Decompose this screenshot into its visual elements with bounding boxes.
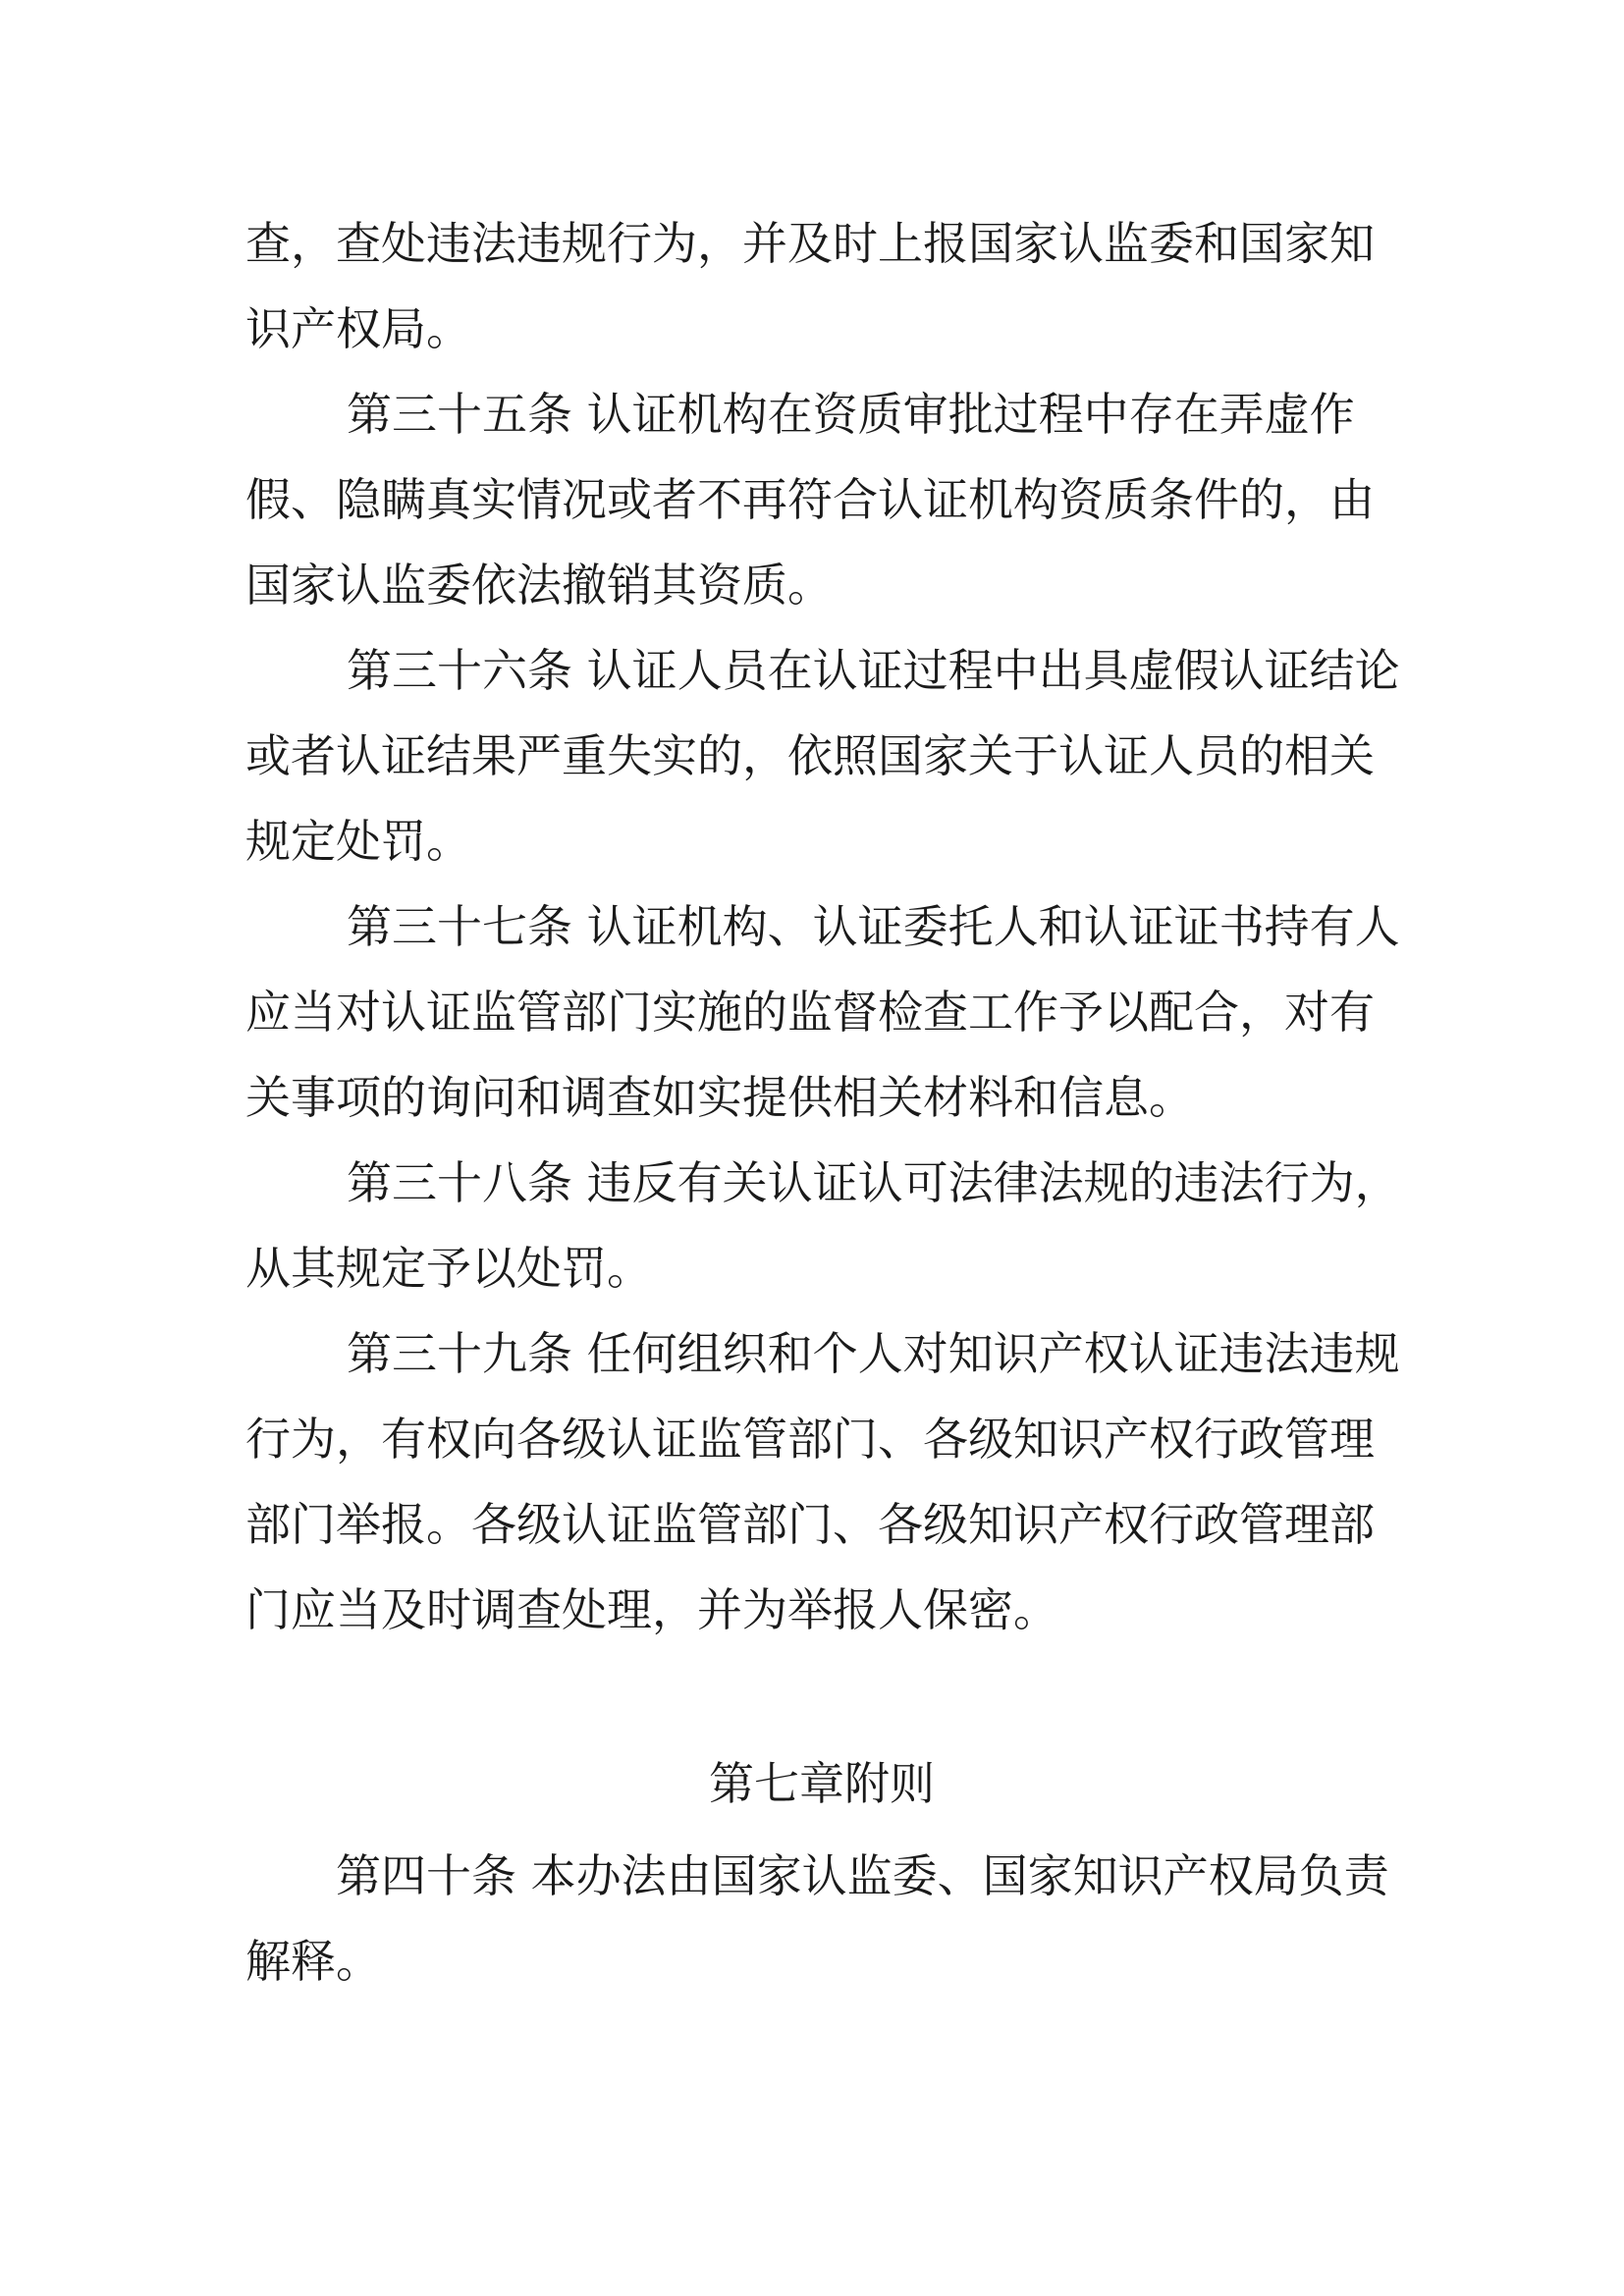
text-line: 关事项的询问和调查如实提供相关材料和信息。: [245, 1071, 1194, 1124]
text-line: 或者认证结果严重失实的，依照国家关于认证人员的相关: [245, 729, 1375, 782]
chapter-title: 第七章附则: [709, 1757, 935, 1810]
text-line: 门应当及时调查处理，并为举报人保密。: [245, 1583, 1058, 1636]
text-line: 规定处罚。: [245, 815, 471, 868]
text-line: 解释。: [245, 1935, 381, 1988]
article-37-start: 第三十七条 认证机构、认证委托人和认证证书持有人: [347, 900, 1400, 953]
text-line: 应当对认证监管部门实施的监督检查工作予以配合，对有: [245, 986, 1375, 1039]
article-36-start: 第三十六条 认证人员在认证过程中出具虚假认证结论: [347, 644, 1400, 697]
text-line: 从其规定予以处罚。: [245, 1242, 652, 1295]
text-line: 行为，有权向各级认证监管部门、各级知识产权行政管理: [245, 1413, 1375, 1466]
article-35-start: 第三十五条 认证机构在资质审批过程中存在弄虚作: [347, 388, 1355, 441]
text-line: 部门举报。各级认证监管部门、各级知识产权行政管理部: [245, 1498, 1375, 1551]
text-line: 查，查处违法违规行为，并及时上报国家认监委和国家知: [245, 217, 1375, 270]
text-line: 假、隐瞒真实情况或者不再符合认证机构资质条件的，由: [245, 473, 1375, 526]
article-38-start: 第三十八条 违反有关认证认可法律法规的违法行为，: [347, 1156, 1400, 1209]
article-40-start: 第四十条 本办法由国家认监委、国家知识产权局负责: [336, 1849, 1389, 1902]
text-line: 识产权局。: [245, 302, 471, 355]
article-39-start: 第三十九条 任何组织和个人对知识产权认证违法违规: [347, 1327, 1400, 1380]
text-line: 国家认监委依法撤销其资质。: [245, 559, 833, 612]
